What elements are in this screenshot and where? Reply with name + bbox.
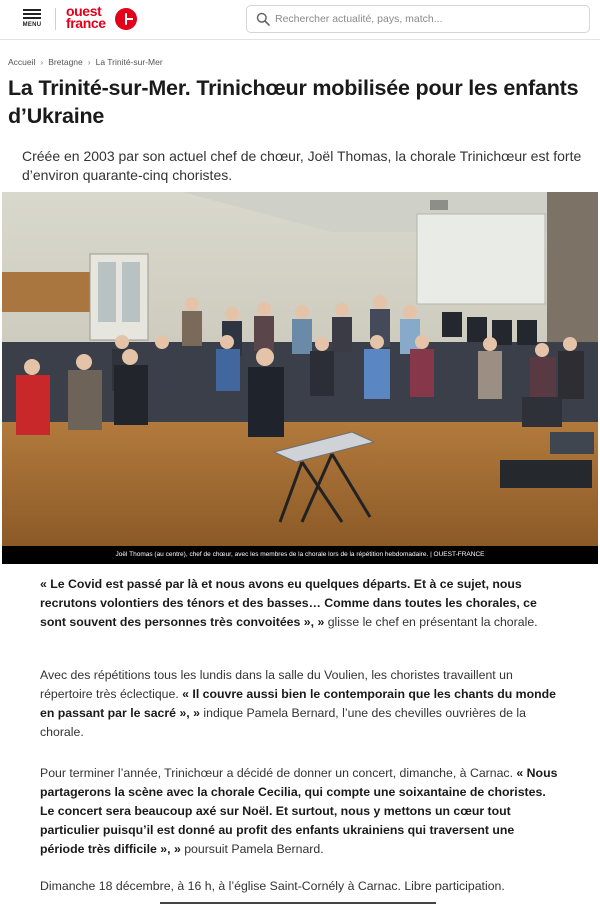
header-divider: [55, 8, 56, 30]
paragraph-2: Avec des répétitions tous les lundis dans la salle du Voulien, les choristes travaillent un répertoire très éclectique. « Il couvre aussi bien le contemporain que les chants du monde en passant par le sacré », » indique Pamela Bernard, l’une des chevilles ouvrières de la chorale.: [40, 668, 556, 739]
quote-3: « Nous partagerons la scène avec la chorale Cecilia, qui compte une soixantaine de choristes. Le concert sera beaucoup axé sur Noël. Et surtout, nous y mettons un cœur tout particulier puisqu’il est donné au profit des enfants ukrainiens qui traversent une période très difficile », »: [40, 766, 558, 856]
breadcrumb-region[interactable]: Bretagne: [48, 57, 83, 67]
breadcrumb: [8, 57, 163, 67]
paragraph-4: Dimanche 18 décembre, à 16 h, à l’église Saint-Cornély à Carnac. Libre participation.: [40, 879, 505, 893]
menu-label: MENU: [22, 22, 42, 28]
breadcrumb-city[interactable]: La Trinité-sur-Mer: [95, 57, 163, 67]
paragraph-3: Pour terminer l’année, Trinichœur a décidé de donner un concert, dimanche, à Carnac. « Nous partagerons la scène avec la chorale Cecilia, qui compte une soixantaine de choristes. Le concert sera beaucoup axé sur Noël. Et surtout, nous y mettons un cœur tout particulier puisqu’il est donné au profit des enfants ukrainiens qui traversent une période très difficile », » poursuit Pamela Bernard.: [40, 766, 558, 856]
hamburger-icon: [23, 9, 41, 11]
search-box[interactable]: [246, 5, 590, 33]
quote-2: « Il couvre aussi bien le contemporain que les chants du monde en passant par le sacré », »: [40, 687, 556, 720]
logo-mark-icon: [115, 8, 137, 30]
choir-photo-illustration: [2, 192, 598, 546]
paragraph-1: « Le Covid est passé par là et nous avons eu quelques départs. Et à ce sujet, nous recrutons volontiers des ténors et des basses… Comme dans toutes les chorales, ce sont souvent des personnes très convoitées », » glisse le chef en présentant la chorale.: [40, 577, 538, 629]
ouest-france-logo[interactable]: ouest france: [66, 5, 138, 33]
article-lead: Créée en 2003 par son actuel chef de chœur, Joël Thomas, la chorale Trinichœur est forte d’environ quarante-cinq choristes.: [22, 148, 582, 183]
breadcrumb-home[interactable]: Accueil: [8, 57, 36, 67]
menu-button[interactable]: [20, 7, 44, 33]
end-divider: [160, 902, 436, 904]
search-input[interactable]: [275, 9, 575, 29]
search-icon: [256, 12, 270, 26]
photo-caption: Joël Thomas (au centre), chef de chœur, avec les membres de la chorale lors de la répétition hebdomadaire. | OUEST-FRANCE: [2, 546, 598, 564]
article-photo[interactable]: [2, 192, 598, 564]
chevron-right-icon: ›: [40, 57, 44, 67]
article-title: La Trinité-sur-Mer. Trinichœur mobilisée pour les enfants d’Ukraine: [8, 76, 579, 128]
chevron-right-icon: ›: [87, 57, 91, 67]
quote-1: « Le Covid est passé par là et nous avons eu quelques départs. Et à ce sujet, nous recrutons volontiers des ténors et des basses… Comme dans toutes les chorales, ce sont souvent des personnes très convoitées », »: [40, 577, 537, 629]
site-header: [0, 0, 600, 40]
